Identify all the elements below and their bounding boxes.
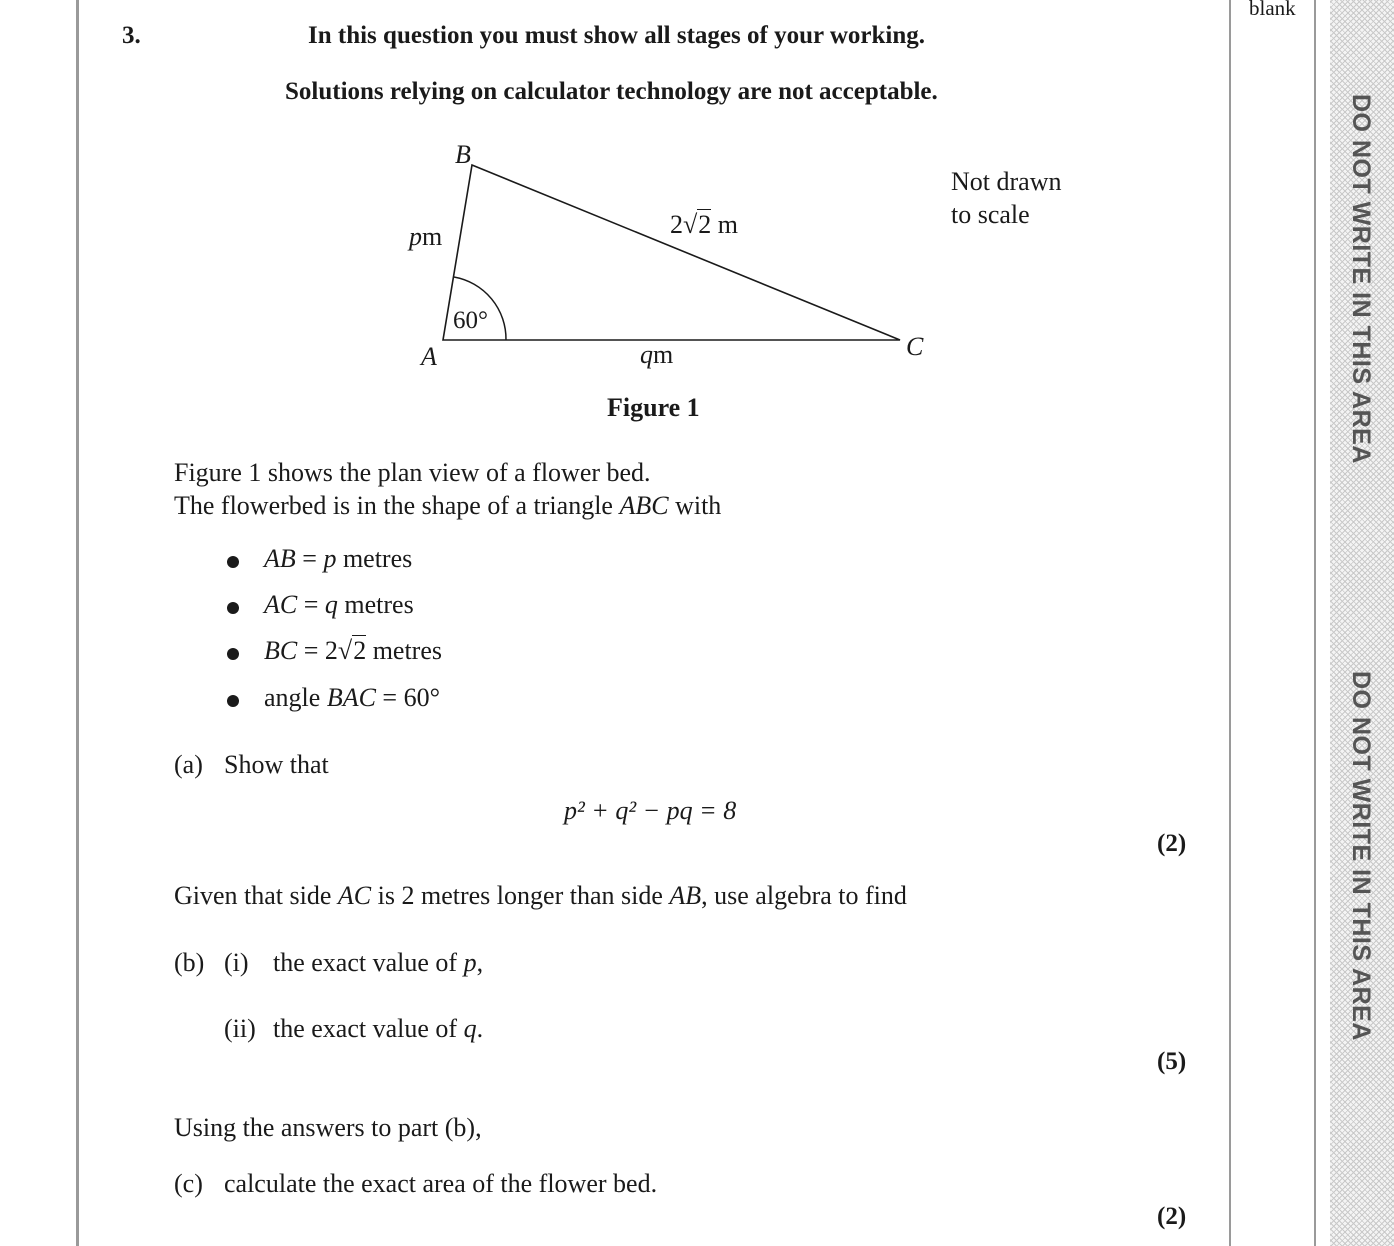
bullet-angle	[264, 683, 440, 713]
side-ac-unit: m	[653, 340, 674, 369]
given-mid: is 2 metres longer than side	[371, 881, 670, 910]
side-ac-label	[640, 340, 673, 370]
part-b-marks: (5)	[1157, 1048, 1187, 1075]
bullet-angle-var: BAC	[326, 683, 376, 712]
given-var-ac: AC	[337, 881, 372, 910]
side-ab-var: p	[409, 222, 422, 251]
part-b-ii-text	[273, 1014, 483, 1044]
part-b-i-label: (i)	[224, 948, 249, 977]
sqrt-sign: √	[337, 636, 353, 665]
part-b-ii-post: .	[476, 1014, 484, 1043]
angle-label: 60°	[453, 307, 488, 334]
vertex-c-label: C	[906, 332, 924, 361]
part-c-label: (c)	[174, 1169, 203, 1198]
triangle-abc	[443, 165, 900, 340]
bullet-ab-unit: metres	[336, 544, 413, 573]
instruction-calculator: Solutions relying on calculator technology are not acceptable.	[285, 78, 938, 105]
part-b-ii-var: q	[463, 1014, 477, 1043]
intro-line-2-post: with	[668, 491, 722, 520]
side-bc-root: 2	[698, 210, 712, 239]
side-bc-coef: 2	[670, 210, 683, 239]
given-statement	[174, 881, 907, 911]
blank-label: blank	[1249, 0, 1296, 20]
part-c-text: calculate the exact area of the flower bed.	[224, 1169, 658, 1198]
intro-line-2-pre: The flowerbed is in the shape of a triangle	[174, 491, 620, 520]
bullet-bc-root: 2	[353, 636, 367, 665]
part-b-label: (b)	[174, 948, 205, 977]
given-var-ab: AB	[669, 881, 702, 910]
bullet-bc-var: BC	[264, 636, 298, 665]
scale-note-line2: to scale	[951, 200, 1030, 229]
question-number: 3.	[122, 22, 141, 49]
do-not-write-notice-top: DO NOT WRITE IN THIS AREA	[1347, 94, 1375, 464]
intro-line-1: Figure 1 shows the plan view of a flower bed.	[174, 458, 651, 487]
part-c-marks: (2)	[1157, 1203, 1187, 1230]
side-bc-unit: m	[717, 210, 739, 239]
side-bc-label	[670, 210, 738, 240]
intro-line-2	[174, 491, 721, 521]
bullet-ac-eq: =	[297, 590, 325, 619]
part-b-i-var: p	[463, 948, 477, 977]
part-b-i-prompt: the exact value of	[273, 948, 464, 977]
instruction-working: In this question you must show all stages of your working.	[308, 22, 926, 49]
part-b-i-post: ,	[476, 948, 484, 977]
side-ab-label	[409, 222, 442, 252]
vertex-b-label: B	[455, 140, 471, 169]
intro-triangle-var: ABC	[619, 491, 669, 520]
bullet-dot	[227, 556, 239, 568]
scale-note-line1: Not drawn	[951, 167, 1062, 196]
part-a-text: Show that	[224, 750, 329, 779]
bullet-bc-unit: metres	[366, 636, 442, 665]
part-b-i-text	[273, 948, 483, 978]
sqrt-sign: √	[683, 210, 698, 239]
part-b-ii-prompt: the exact value of	[273, 1014, 464, 1043]
bullet-ab-eq: =	[295, 544, 324, 573]
figure-caption: Figure 1	[607, 393, 700, 422]
bullet-ab-var: AB	[264, 544, 296, 573]
part-c-lead: Using the answers to part (b),	[174, 1113, 482, 1142]
given-post: , use algebra to find	[701, 881, 907, 910]
bullet-ac	[264, 590, 414, 620]
part-a-equation: p² + q² − pq = 8	[564, 796, 737, 825]
bullet-ac-val: q	[324, 590, 338, 619]
bullet-ac-unit: metres	[337, 590, 414, 619]
bullet-bc-eq: = 2	[297, 636, 338, 665]
given-pre: Given that side	[174, 881, 338, 910]
side-ac-var: q	[640, 340, 653, 369]
do-not-write-notice-bottom: DO NOT WRITE IN THIS AREA	[1347, 671, 1375, 1041]
bullet-ac-var: AC	[264, 590, 298, 619]
bullet-ab	[264, 544, 412, 574]
bullet-dot	[227, 602, 239, 614]
side-ab-unit: m	[422, 222, 443, 251]
bullet-dot	[227, 648, 239, 660]
bullet-dot	[227, 695, 239, 707]
part-a-marks: (2)	[1157, 830, 1187, 857]
part-b-ii-label: (ii)	[224, 1014, 256, 1043]
bullet-angle-post: = 60°	[375, 683, 440, 712]
vertex-a-label: A	[421, 342, 437, 371]
bullet-bc	[264, 636, 442, 666]
bullet-angle-pre: angle	[264, 683, 327, 712]
bullet-ab-val: p	[323, 544, 337, 573]
part-a-label: (a)	[174, 750, 203, 779]
